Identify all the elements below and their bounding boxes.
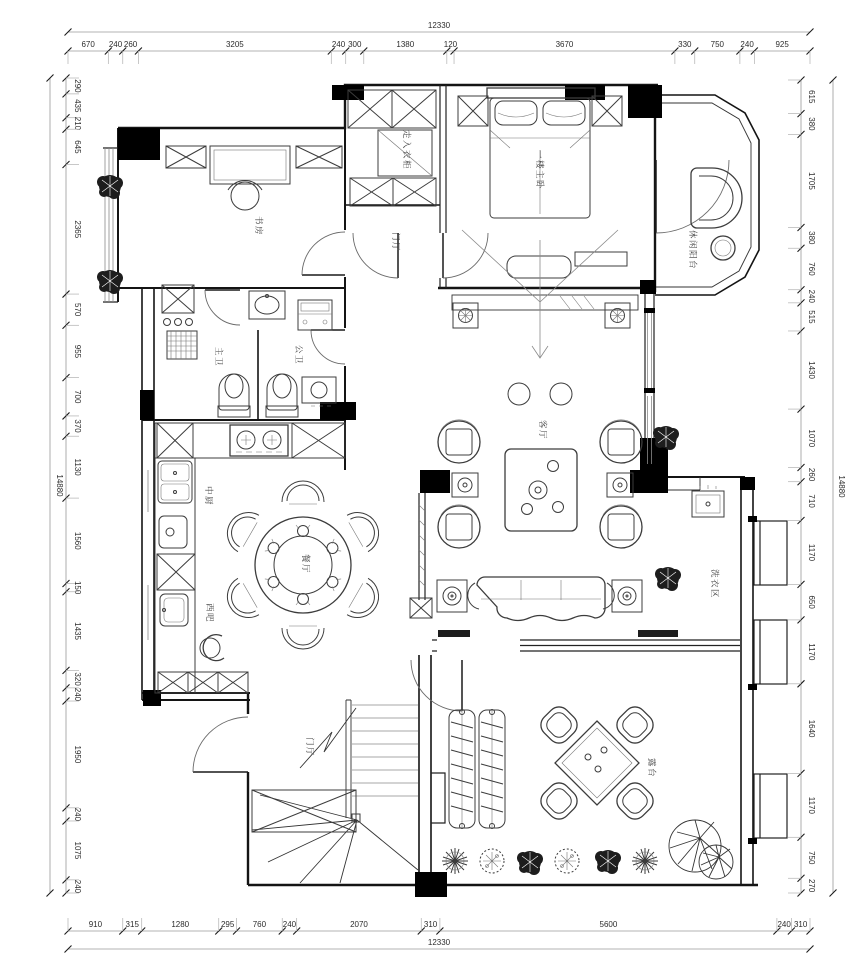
svg-text:300: 300: [348, 40, 362, 49]
room-label-laundry: 洗衣区: [710, 568, 720, 600]
svg-text:260: 260: [807, 467, 816, 482]
svg-text:3670: 3670: [555, 40, 574, 49]
svg-text:240: 240: [777, 920, 791, 929]
svg-text:1170: 1170: [807, 796, 816, 814]
svg-text:570: 570: [73, 303, 82, 317]
room-label-kitchen: 中厨: [204, 485, 214, 507]
svg-text:310: 310: [423, 920, 438, 929]
svg-text:14880: 14880: [837, 475, 846, 498]
svg-text:310: 310: [793, 920, 808, 929]
room-label-living-room: 客厅: [538, 419, 548, 441]
svg-text:240: 240: [740, 40, 754, 49]
bathroom-fixtures: [162, 285, 336, 417]
svg-text:435: 435: [73, 99, 82, 113]
terrace-furniture: [442, 702, 733, 879]
svg-text:240: 240: [108, 40, 123, 49]
vent-icon: [605, 303, 630, 328]
svg-text:240: 240: [73, 879, 82, 894]
svg-text:240: 240: [807, 289, 816, 303]
svg-text:12330: 12330: [427, 938, 451, 947]
kitchen-furniture: [155, 423, 345, 693]
svg-text:750: 750: [807, 851, 816, 865]
room-label-west-bar: 西吧: [205, 602, 215, 624]
svg-text:760: 760: [252, 920, 267, 929]
dining-cabinet: [158, 672, 248, 693]
vent-icon: [453, 303, 478, 328]
svg-text:330: 330: [678, 40, 692, 49]
svg-text:1640: 1640: [807, 719, 816, 738]
svg-text:380: 380: [807, 117, 816, 131]
svg-text:120: 120: [443, 40, 458, 49]
svg-text:760: 760: [807, 262, 816, 276]
room-label-hall-upper: 门厅: [391, 231, 401, 253]
svg-text:240: 240: [331, 40, 346, 49]
svg-text:2365: 2365: [73, 220, 82, 239]
room-label-study: 书房: [254, 215, 264, 237]
svg-text:1705: 1705: [807, 172, 816, 190]
svg-text:210: 210: [73, 116, 82, 131]
room-label-master-bedroom: 一楼主卧: [535, 149, 545, 191]
svg-text:12330: 12330: [427, 21, 451, 30]
svg-text:295: 295: [220, 920, 235, 929]
stairs: [252, 700, 418, 883]
svg-text:14880: 14880: [55, 474, 64, 497]
svg-text:270: 270: [807, 878, 816, 893]
dim-chain-right: [788, 77, 846, 897]
svg-text:750: 750: [710, 40, 725, 49]
svg-text:320: 320: [73, 672, 82, 686]
svg-text:1075: 1075: [73, 841, 82, 860]
svg-text:645: 645: [73, 140, 82, 154]
svg-text:1950: 1950: [73, 745, 82, 764]
room-label-walk-in-closet: 走入衣柜: [402, 129, 412, 171]
svg-text:670: 670: [81, 40, 95, 49]
room-label-master-bath: 主卫: [214, 346, 224, 368]
svg-text:5600: 5600: [599, 920, 618, 929]
svg-text:1130: 1130: [73, 458, 82, 476]
svg-text:1280: 1280: [171, 920, 190, 929]
svg-text:1070: 1070: [807, 429, 816, 448]
dim-chain-bottom: [65, 918, 814, 953]
svg-text:240: 240: [73, 687, 82, 702]
svg-text:1380: 1380: [396, 40, 415, 49]
svg-text:910: 910: [88, 920, 103, 929]
svg-text:380: 380: [807, 231, 816, 245]
svg-text:955: 955: [73, 344, 82, 359]
svg-text:240: 240: [282, 920, 297, 929]
closet-furniture: [348, 90, 436, 206]
svg-text:515: 515: [807, 310, 816, 324]
svg-text:2070: 2070: [350, 920, 368, 929]
svg-text:700: 700: [73, 390, 82, 404]
svg-text:1560: 1560: [73, 531, 82, 550]
svg-text:150: 150: [73, 580, 82, 595]
room-label-leisure-balcony: 休闲阳台: [688, 229, 698, 271]
svg-text:315: 315: [125, 920, 139, 929]
bedroom-furniture: [458, 88, 627, 358]
svg-text:615: 615: [807, 90, 816, 104]
room-label-public-bath: 公卫: [294, 344, 304, 366]
room-label-dining-room: 餐厅: [301, 553, 311, 575]
room-label-terrace: 露台: [647, 757, 657, 779]
svg-text:1430: 1430: [807, 361, 816, 379]
svg-text:1170: 1170: [807, 543, 816, 562]
svg-text:290: 290: [73, 79, 82, 93]
room-label-foyer: 门厅: [305, 736, 315, 758]
dim-chain-left: [47, 75, 83, 897]
svg-text:1435: 1435: [73, 622, 82, 640]
svg-text:260: 260: [123, 40, 138, 49]
svg-text:710: 710: [807, 494, 816, 508]
svg-text:3205: 3205: [225, 40, 244, 49]
svg-text:925: 925: [775, 40, 789, 49]
svg-text:650: 650: [807, 595, 816, 609]
svg-text:1170: 1170: [807, 643, 816, 661]
svg-text:240: 240: [73, 807, 82, 822]
svg-text:370: 370: [73, 419, 82, 433]
study-furniture: [97, 146, 342, 294]
dim-chain-top: [65, 21, 814, 64]
